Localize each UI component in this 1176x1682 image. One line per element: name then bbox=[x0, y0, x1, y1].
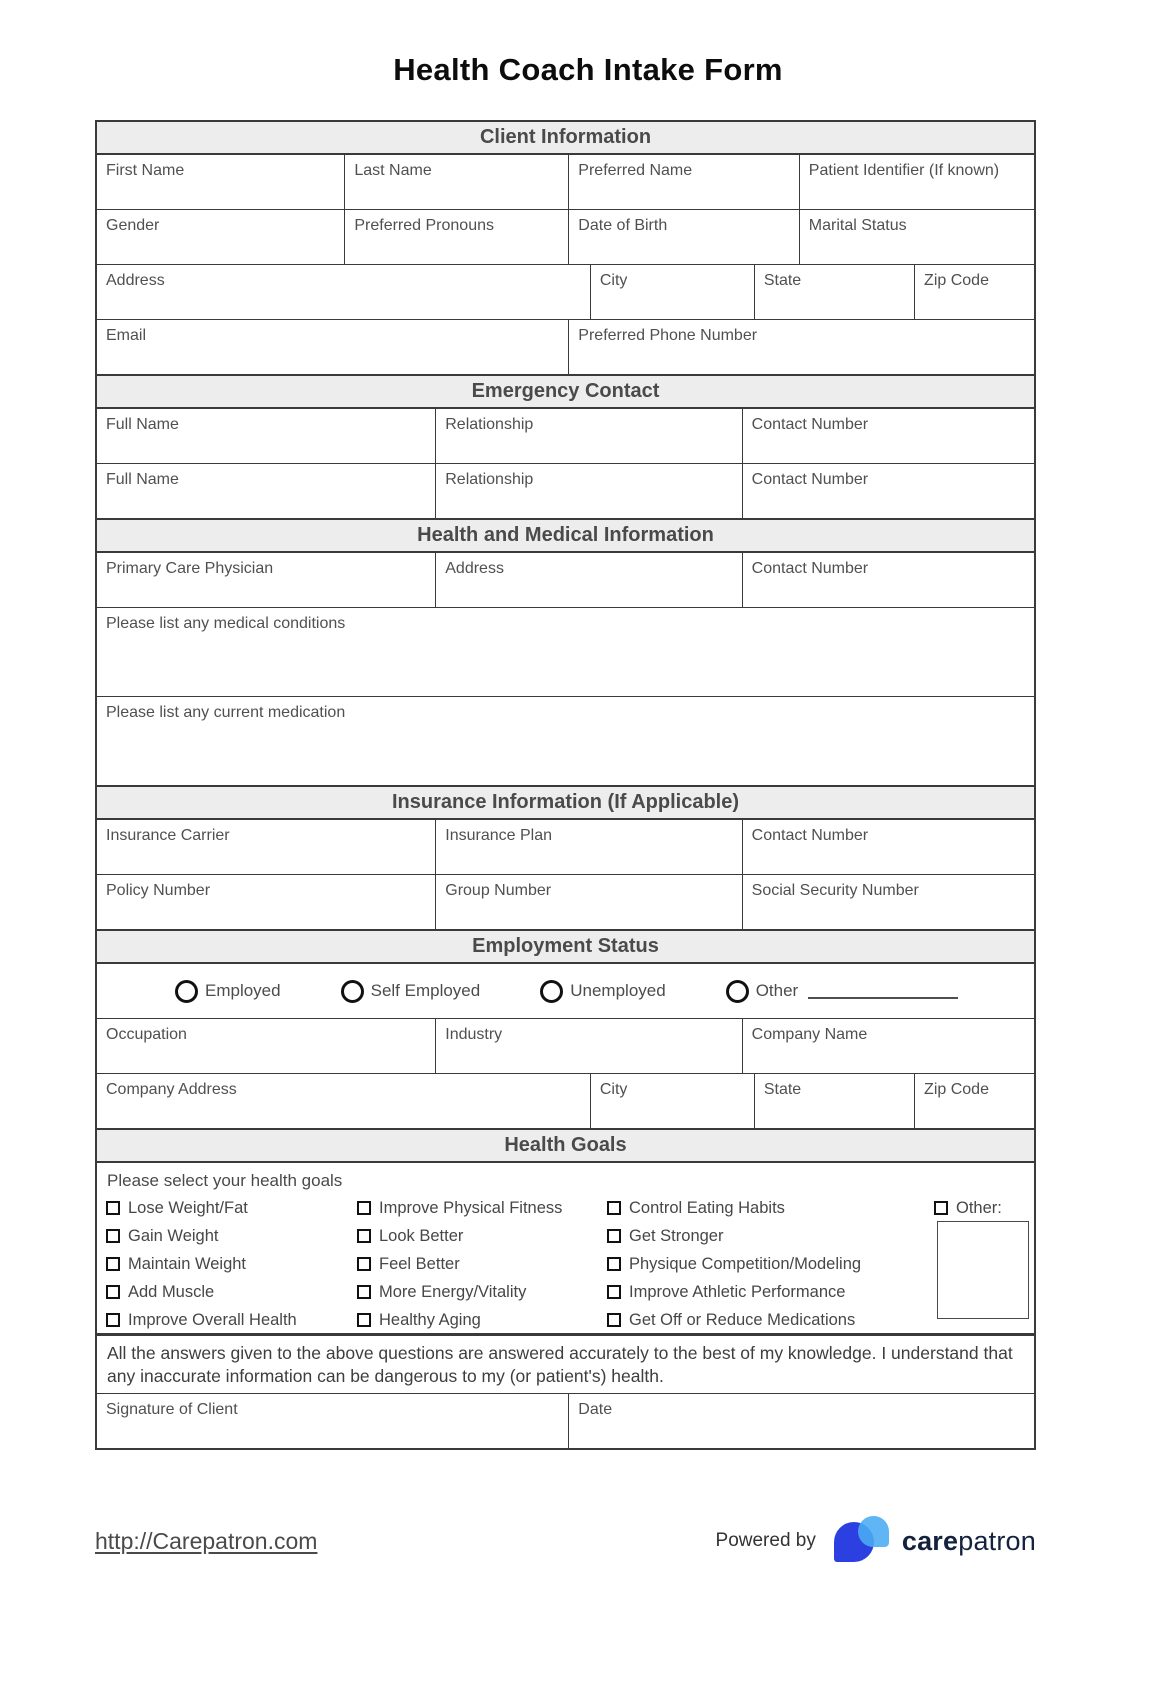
powered-by-block bbox=[716, 1514, 1036, 1568]
zip-code-field[interactable] bbox=[914, 265, 1034, 319]
checkbox-icon[interactable] bbox=[934, 1201, 948, 1215]
field-label: Date bbox=[578, 1401, 613, 1419]
checkbox-icon[interactable] bbox=[357, 1285, 371, 1299]
goal-label: Control Eating Habits bbox=[629, 1198, 785, 1217]
date-field[interactable] bbox=[568, 1394, 1034, 1448]
last-name-field[interactable] bbox=[344, 155, 568, 209]
emergency-row-2 bbox=[97, 463, 1034, 518]
goal-item[interactable] bbox=[607, 1306, 861, 1334]
radio-label: Other bbox=[755, 981, 799, 1000]
group-number-field[interactable] bbox=[435, 875, 741, 929]
other-radio-icon[interactable] bbox=[726, 980, 749, 1003]
goal-item[interactable] bbox=[106, 1194, 297, 1222]
goal-item[interactable] bbox=[106, 1222, 297, 1250]
client-row-4 bbox=[97, 319, 1034, 374]
preferred-name-field[interactable] bbox=[568, 155, 799, 209]
unemployed-radio-icon[interactable] bbox=[540, 980, 563, 1003]
employment-row-2 bbox=[97, 1073, 1034, 1128]
goal-item[interactable] bbox=[106, 1306, 297, 1334]
logo-light-blue-shape bbox=[858, 1516, 889, 1547]
page-title: Health Coach Intake Form bbox=[393, 52, 783, 87]
field-label: Full Name bbox=[106, 416, 179, 433]
medical-row-1 bbox=[97, 553, 1034, 607]
checkbox-icon[interactable] bbox=[357, 1313, 371, 1327]
goals-column-2 bbox=[357, 1194, 562, 1334]
field-label: Relationship bbox=[445, 416, 534, 433]
radio-label: Self Employed bbox=[370, 981, 481, 1000]
goal-item[interactable] bbox=[607, 1278, 861, 1306]
brand-care: care bbox=[901, 1525, 959, 1556]
field-label: Company Name bbox=[751, 1026, 868, 1043]
radio-label: Employed bbox=[205, 981, 281, 1000]
checkbox-icon[interactable] bbox=[607, 1285, 621, 1299]
section-header-health-medical: Health and Medical Information bbox=[97, 518, 1034, 553]
date-of-birth-field[interactable] bbox=[568, 210, 799, 264]
emergency-contact-number-field[interactable] bbox=[742, 409, 1034, 463]
emergency-relationship-field[interactable] bbox=[435, 409, 741, 463]
goal-item[interactable] bbox=[607, 1222, 861, 1250]
checkbox-icon[interactable] bbox=[607, 1229, 621, 1243]
city-field[interactable] bbox=[590, 265, 754, 319]
field-label: Please list any medical conditions bbox=[106, 615, 346, 632]
emergency-row-1 bbox=[97, 409, 1034, 463]
other-goals-textbox[interactable] bbox=[937, 1221, 1029, 1319]
field-label: First Name bbox=[106, 162, 185, 179]
physician-address-field[interactable] bbox=[435, 553, 741, 607]
goal-label: Other: bbox=[956, 1198, 1002, 1217]
insurance-plan-field[interactable] bbox=[435, 820, 741, 874]
field-label: City bbox=[599, 1081, 628, 1098]
field-label: Policy Number bbox=[106, 882, 211, 899]
section-header-client-information: Client Information bbox=[97, 122, 1034, 155]
goal-label: Physique Competition/Modeling bbox=[629, 1254, 862, 1273]
client-row-1 bbox=[97, 155, 1034, 209]
medical-conditions-field[interactable] bbox=[97, 608, 1034, 696]
emergency-contact-number-field[interactable] bbox=[742, 464, 1034, 518]
self-employed-option[interactable] bbox=[341, 980, 481, 1003]
goal-item[interactable] bbox=[357, 1194, 562, 1222]
goal-label: Improve Overall Health bbox=[128, 1310, 297, 1329]
goal-label: Look Better bbox=[379, 1226, 464, 1245]
checkbox-icon[interactable] bbox=[106, 1229, 120, 1243]
goal-label: Get Off or Reduce Medications bbox=[629, 1310, 856, 1329]
policy-number-field[interactable] bbox=[97, 875, 435, 929]
carepatron-link[interactable]: http://Carepatron.com bbox=[95, 1527, 318, 1554]
brand-patron: patron bbox=[958, 1525, 1036, 1556]
other-employment-blank-line[interactable] bbox=[808, 984, 958, 999]
consent-statement: All the answers given to the above questions are answered accurately to the best of my knowledge. I understand that any inaccurate information can be dangerous to my (or patient's) health. bbox=[97, 1333, 1034, 1393]
field-label: Last Name bbox=[354, 162, 432, 179]
powered-by-label: Powered by bbox=[715, 1530, 816, 1552]
gender-field[interactable] bbox=[97, 210, 344, 264]
field-label: Industry bbox=[445, 1026, 503, 1043]
marital-status-field[interactable] bbox=[799, 210, 1034, 264]
insurance-row-2 bbox=[97, 874, 1034, 929]
client-row-3 bbox=[97, 264, 1034, 319]
field-label: Insurance Carrier bbox=[106, 827, 230, 844]
insurance-contact-number-field[interactable] bbox=[742, 820, 1034, 874]
client-row-2 bbox=[97, 209, 1034, 264]
field-label: State bbox=[763, 1081, 802, 1098]
field-label: Zip Code bbox=[924, 272, 989, 289]
goal-item-other[interactable] bbox=[934, 1194, 1002, 1222]
goal-item[interactable] bbox=[106, 1250, 297, 1278]
checkbox-icon[interactable] bbox=[607, 1257, 621, 1271]
industry-field[interactable] bbox=[435, 1019, 741, 1073]
patient-identifier-field[interactable] bbox=[799, 155, 1034, 209]
medical-conditions-row bbox=[97, 607, 1034, 696]
field-label: Address bbox=[106, 272, 165, 289]
goal-item[interactable] bbox=[607, 1250, 861, 1278]
client-signature-field[interactable] bbox=[97, 1394, 568, 1448]
checkbox-icon[interactable] bbox=[607, 1201, 621, 1215]
checkbox-icon[interactable] bbox=[357, 1257, 371, 1271]
goal-item[interactable] bbox=[357, 1222, 562, 1250]
field-label: Insurance Plan bbox=[445, 827, 552, 844]
field-label: Signature of Client bbox=[106, 1401, 238, 1419]
field-label: Gender bbox=[106, 217, 160, 234]
company-city-field[interactable] bbox=[590, 1074, 754, 1128]
checkbox-icon[interactable] bbox=[357, 1229, 371, 1243]
insurance-row-1 bbox=[97, 820, 1034, 874]
goal-label: Gain Weight bbox=[128, 1226, 219, 1245]
section-header-emergency-contact: Emergency Contact bbox=[97, 374, 1034, 409]
unemployed-option[interactable] bbox=[540, 980, 665, 1003]
field-label: Preferred Pronouns bbox=[354, 217, 494, 234]
goal-label: Improve Physical Fitness bbox=[379, 1198, 563, 1217]
checkbox-icon[interactable] bbox=[357, 1201, 371, 1215]
section-header-insurance: Insurance Information (If Applicable) bbox=[97, 785, 1034, 820]
field-label: Address bbox=[445, 560, 504, 577]
field-label: Contact Number bbox=[751, 560, 869, 577]
employed-option[interactable] bbox=[175, 980, 281, 1003]
goal-item[interactable] bbox=[106, 1278, 297, 1306]
section-header-employment-status: Employment Status bbox=[97, 929, 1034, 964]
field-label: Zip Code bbox=[924, 1081, 989, 1098]
insurance-carrier-field[interactable] bbox=[97, 820, 435, 874]
goal-label: More Energy/Vitality bbox=[379, 1282, 527, 1301]
address-field[interactable] bbox=[97, 265, 590, 319]
field-label: Company Address bbox=[106, 1081, 237, 1098]
goal-item[interactable] bbox=[357, 1278, 562, 1306]
field-label: Contact Number bbox=[751, 827, 869, 844]
employed-radio-icon[interactable] bbox=[175, 980, 198, 1003]
other-employment-option[interactable] bbox=[726, 980, 959, 1003]
field-label: Relationship bbox=[445, 471, 534, 488]
field-label: Group Number bbox=[445, 882, 552, 899]
field-label: Contact Number bbox=[751, 416, 869, 433]
goal-item[interactable] bbox=[357, 1250, 562, 1278]
field-label: Preferred Name bbox=[578, 162, 693, 179]
checkbox-icon[interactable] bbox=[106, 1285, 120, 1299]
company-zip-code-field[interactable] bbox=[914, 1074, 1034, 1128]
state-field[interactable] bbox=[754, 265, 914, 319]
employment-row-1 bbox=[97, 1018, 1034, 1073]
email-field[interactable] bbox=[97, 320, 568, 374]
company-address-field[interactable] bbox=[97, 1074, 590, 1128]
emergency-relationship-field[interactable] bbox=[435, 464, 741, 518]
checkbox-icon[interactable] bbox=[607, 1313, 621, 1327]
field-label: Contact Number bbox=[751, 471, 869, 488]
goal-label: Add Muscle bbox=[128, 1282, 215, 1301]
page-footer bbox=[95, 1514, 1036, 1568]
section-header-health-goals: Health Goals bbox=[97, 1128, 1034, 1163]
field-label: Email bbox=[106, 327, 147, 344]
field-label: Patient Identifier (If known) bbox=[808, 162, 1000, 179]
signature-row bbox=[97, 1393, 1034, 1448]
field-label: City bbox=[599, 272, 628, 289]
goal-label: Healthy Aging bbox=[379, 1310, 481, 1329]
field-label: Primary Care Physician bbox=[106, 560, 274, 577]
employment-options-row bbox=[97, 964, 1034, 1018]
carepatron-wordmark bbox=[902, 1526, 1036, 1557]
carepatron-logo-icon bbox=[832, 1514, 896, 1568]
physician-contact-number-field[interactable] bbox=[742, 553, 1034, 607]
emergency-full-name-field[interactable] bbox=[97, 409, 435, 463]
first-name-field[interactable] bbox=[97, 155, 344, 209]
field-label: Please list any current medication bbox=[106, 704, 346, 721]
field-label: Preferred Phone Number bbox=[578, 327, 758, 344]
goal-label: Feel Better bbox=[379, 1254, 460, 1273]
checkbox-icon[interactable] bbox=[106, 1313, 120, 1327]
checkbox-icon[interactable] bbox=[106, 1201, 120, 1215]
goal-label: Lose Weight/Fat bbox=[128, 1198, 248, 1217]
goals-column-1 bbox=[106, 1194, 297, 1334]
intake-form-table bbox=[95, 120, 1036, 1450]
goal-label: Get Stronger bbox=[629, 1226, 724, 1245]
occupation-field[interactable] bbox=[97, 1019, 435, 1073]
radio-label: Unemployed bbox=[570, 981, 666, 1000]
health-goals-prompt: Please select your health goals bbox=[107, 1171, 343, 1190]
current-medication-row bbox=[97, 696, 1034, 785]
company-name-field[interactable] bbox=[742, 1019, 1034, 1073]
field-label: Occupation bbox=[106, 1026, 187, 1043]
goal-item[interactable] bbox=[607, 1194, 861, 1222]
goals-column-3 bbox=[607, 1194, 861, 1334]
goal-label: Improve Athletic Performance bbox=[629, 1282, 846, 1301]
field-label: Marital Status bbox=[808, 217, 907, 234]
field-label: Date of Birth bbox=[578, 217, 668, 234]
company-state-field[interactable] bbox=[754, 1074, 914, 1128]
social-security-number-field[interactable] bbox=[742, 875, 1034, 929]
primary-care-physician-field[interactable] bbox=[97, 553, 435, 607]
field-label: State bbox=[763, 272, 802, 289]
health-goals-panel bbox=[97, 1163, 1034, 1333]
field-label: Full Name bbox=[106, 471, 179, 488]
preferred-phone-field[interactable] bbox=[568, 320, 1034, 374]
self-employed-radio-icon[interactable] bbox=[341, 980, 364, 1003]
field-label: Social Security Number bbox=[751, 882, 919, 899]
goal-item[interactable] bbox=[357, 1306, 562, 1334]
emergency-full-name-field[interactable] bbox=[97, 464, 435, 518]
goals-column-4 bbox=[934, 1194, 1002, 1222]
checkbox-icon[interactable] bbox=[106, 1257, 120, 1271]
current-medication-field[interactable] bbox=[97, 697, 1034, 785]
goal-label: Maintain Weight bbox=[128, 1254, 247, 1273]
preferred-pronouns-field[interactable] bbox=[344, 210, 568, 264]
